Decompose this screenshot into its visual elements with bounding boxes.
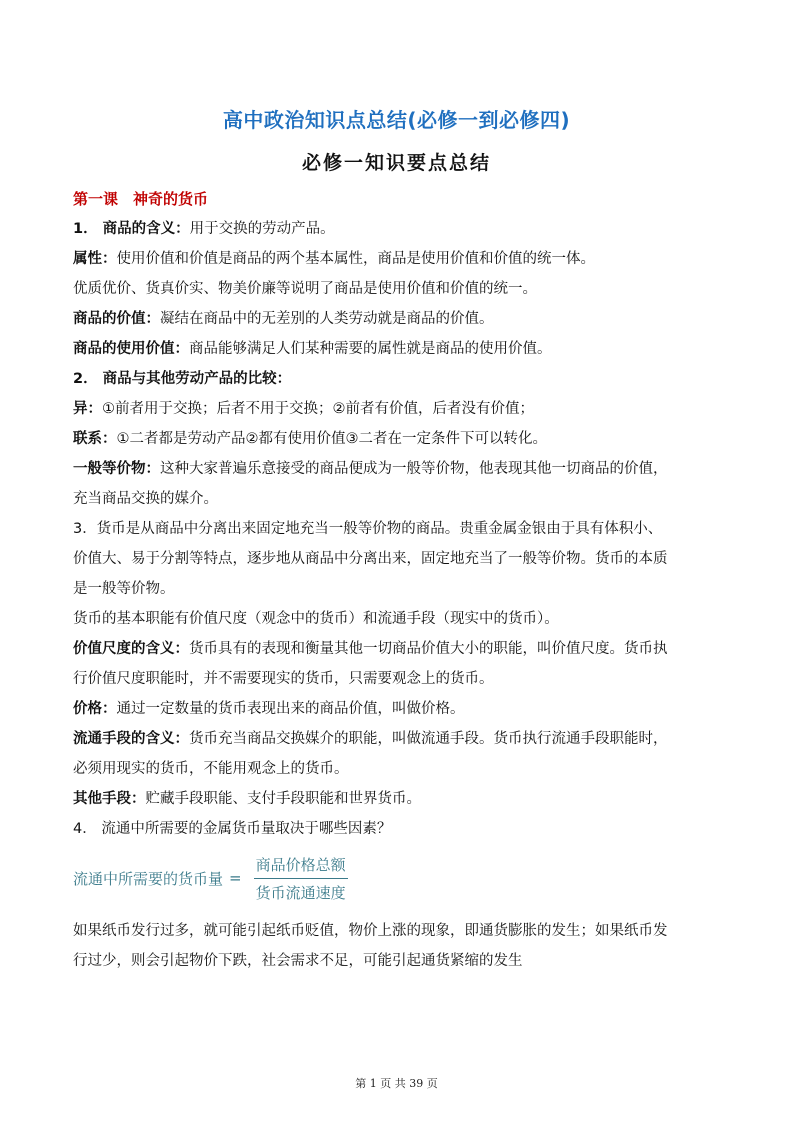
paragraph-value-measure-cont: 行价值尺度职能时，并不需要现实的货币，只需要观念上的货币。 [73, 671, 494, 687]
paragraph-money-c: 是一般等价物。 [73, 581, 175, 597]
paragraph-inflation-a: 如果纸币发行过多，就可能引起纸币贬值，物价上涨的现象，即通货膨胀的发生；如果纸币发 [73, 923, 668, 939]
formula-lhs: 流通中所需要的货币量 [73, 869, 224, 888]
paragraph-price [73, 694, 723, 724]
term-text: 贮藏手段职能、支付手段职能和世界货币。 [145, 791, 421, 807]
term-text: ①前者用于交换；后者不用于交换；②前者有价值，后者没有价值； [102, 401, 534, 417]
paragraph-quality-price: 优质优价、货真价实、物美价廉等说明了商品是使用价值和价值的统一。 [73, 281, 537, 297]
paragraph-general-equivalent-cont: 充当商品交换的媒介。 [73, 491, 218, 507]
paragraph-money-a: 3．货币是从商品中分离出来固定地充当一般等价物的商品。贵重金属金银由于具有体积小、 [73, 521, 663, 537]
term-text: 商品能够满足人们某种需要的属性就是商品的使用价值。 [189, 341, 552, 357]
term-text: 使用价值和价值是商品的两个基本属性，商品是使用价值和价值的统一体。 [116, 251, 595, 267]
term-label: 商品的使用价值： [73, 341, 189, 357]
paragraph-attributes [73, 244, 723, 274]
term-text: 这种大家普遍乐意接受的商品便成为一般等价物，他表现其他一切商品的价值， [160, 461, 668, 477]
term-label: 流通手段的含义： [73, 731, 189, 747]
paragraph-question-4: 4． 流通中所需要的金属货币量取决于哪些因素？ [73, 821, 392, 837]
term-text: ①二者都是劳动产品②都有使用价值③二者在一定条件下可以转化。 [116, 431, 547, 447]
term-label: 价格： [73, 701, 117, 717]
lesson-heading: 第一课 神奇的货币 [73, 190, 209, 208]
paragraph-general-equivalent [73, 454, 723, 484]
paragraph-value-measure [73, 634, 723, 664]
content-body [73, 184, 723, 976]
paragraph-basic-functions: 货币的基本职能有价值尺度（观念中的货币）和流通手段（现实中的货币）。 [73, 611, 559, 627]
term-label: 其他手段： [73, 791, 146, 807]
paragraph-value [73, 304, 723, 334]
paragraph-relation [73, 424, 723, 454]
formula-fraction [254, 854, 348, 903]
term-label: 商品的价值： [73, 311, 160, 327]
paragraph-use-value [73, 334, 723, 364]
formula-equals: = [229, 869, 242, 887]
paragraph-other-functions [73, 784, 723, 814]
formula-numerator: 商品价格总额 [254, 854, 348, 879]
paragraph-circulation-cont: 必须用现实的货币，不能用观念上的货币。 [73, 761, 349, 777]
page-number: 第 1 页 共 39 页 [355, 1077, 438, 1090]
paragraph-circulation [73, 724, 723, 754]
term-text: 凝结在商品中的无差别的人类劳动就是商品的价值。 [160, 311, 494, 327]
paragraph-comparison-heading: 2． 商品与其他劳动产品的比较： [73, 371, 292, 387]
formula-denominator: 货币流通速度 [255, 883, 346, 902]
paragraph-inflation-b: 行过少，则会引起物价下跌，社会需求不足，可能引起通货紧缩的发生 [73, 953, 523, 969]
term-text: 货币具有的表现和衡量其他一切商品价值大小的职能，叫价值尺度。货币执 [189, 641, 668, 657]
section-subtitle: 必修一知识要点总结 [301, 152, 491, 174]
document-title: 高中政治知识点总结(必修一到必修四) [222, 108, 571, 132]
term-label: 一般等价物： [73, 461, 160, 477]
paragraph-difference [73, 394, 723, 424]
term-label: 联系： [73, 431, 117, 447]
term-text: 通过一定数量的货币表现出来的商品价值，叫做价格。 [116, 701, 465, 717]
term-text: 用于交换的劳动产品。 [189, 221, 335, 237]
term-label: 1． 商品的含义： [73, 221, 190, 237]
term-text: 货币充当商品交换媒介的职能，叫做流通手段。货币执行流通手段职能时， [189, 731, 668, 747]
term-label: 属性： [73, 251, 117, 267]
paragraph-commodity-definition [73, 214, 723, 244]
term-label: 价值尺度的含义： [73, 641, 189, 657]
money-formula [73, 854, 723, 902]
term-label: 异： [73, 401, 102, 417]
paragraph-money-b: 价值大、易于分割等特点，逐步地从商品中分离出来，固定地充当了一般等价物。货币的本质 [73, 551, 668, 567]
